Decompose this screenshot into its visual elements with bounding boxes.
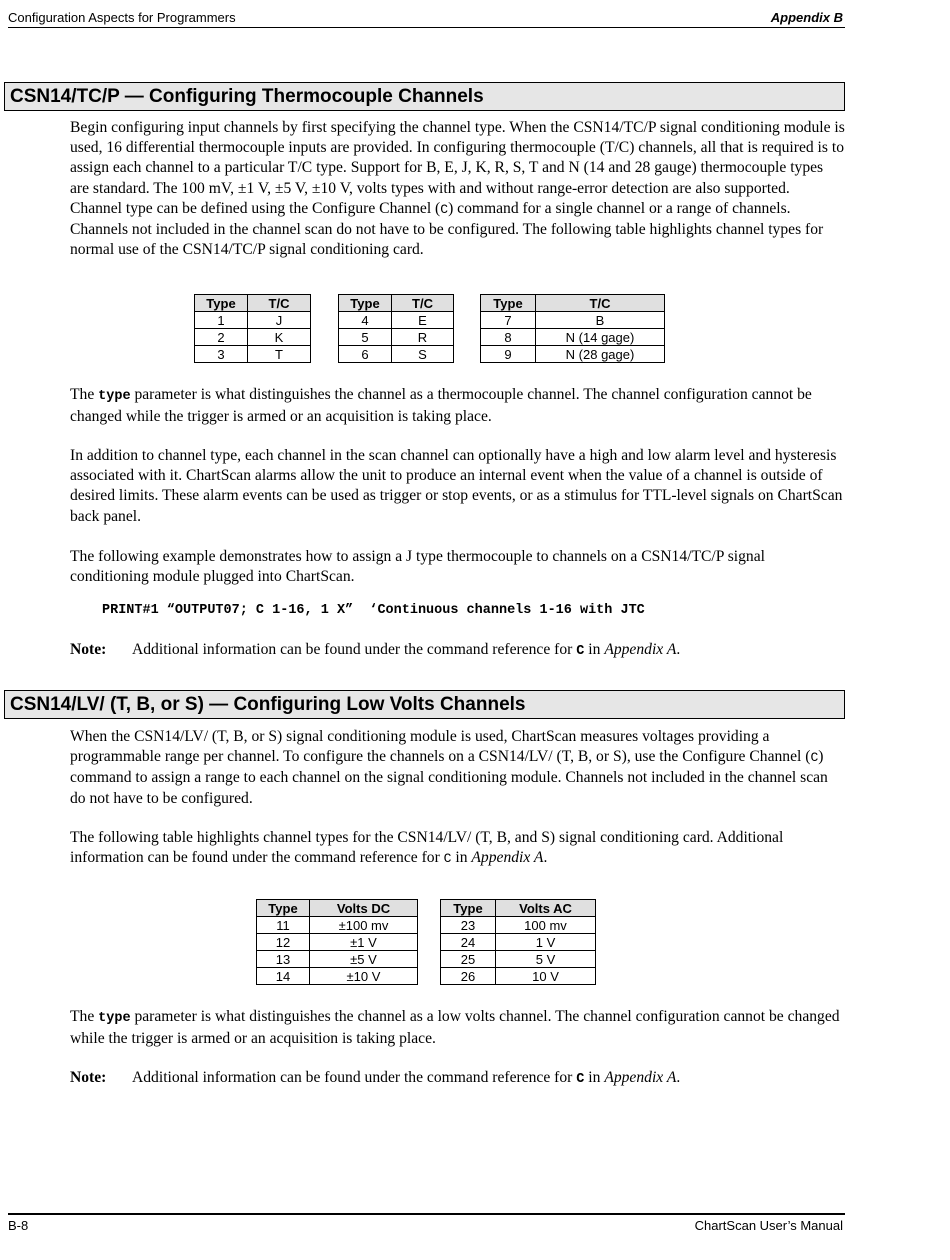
note-low-volts (70, 1068, 845, 1090)
table-header: Volts DC (310, 900, 418, 917)
thermocouple-intro-paragraph (70, 118, 845, 260)
table-cell: 25 (441, 951, 496, 968)
note-label: Note: (70, 641, 107, 658)
text-run: parameter is what distinguishes the channel as a thermocouple channel. The channel configuration cannot be changed while the trigger is armed or an acquisition is taking place. (70, 386, 812, 426)
table-header: Type (441, 900, 496, 917)
text-run: The following table highlights channel types for the CSN14/LV/ (T, B, and S) signal conditioning card. Additional information can be found under the command reference for (70, 829, 784, 867)
table-row (257, 917, 418, 934)
table-cell: 26 (441, 968, 496, 985)
inline-code: C (576, 644, 585, 659)
table-cell: N (14 gage) (536, 329, 665, 346)
table-header: Type (257, 900, 310, 917)
page-footer (8, 1213, 845, 1235)
volts-dc-table (256, 899, 418, 985)
alarm-paragraph: In addition to channel type, each channel in the scan channel can optionally have a high and low alarm level and hysteresis associated with it. ChartScan alarms allow the unit to produce an internal event when the value of a channel is outside of desired limits. These alarm events can be used as trigger or stop events, or as a stimulus for TTL-level signals on ChartScan back panel. (70, 447, 843, 525)
low-volts-intro-paragraph (70, 727, 845, 809)
table-row (441, 934, 596, 951)
appendix-reference: Appendix A (604, 641, 677, 658)
table-cell: 1 V (496, 934, 596, 951)
text-run: . (676, 641, 681, 658)
table-cell: 3 (195, 346, 248, 363)
table-row (481, 346, 665, 363)
page-number: B-8 (8, 1218, 29, 1233)
inline-code: C (440, 201, 449, 217)
section-title-thermocouple: CSN14/TC/P — Configuring Thermocouple Channels (4, 82, 845, 111)
page-header (8, 9, 845, 28)
example-intro-paragraph: The following example demonstrates how to assign a J type thermocouple to channels on a CSN14/TC/P signal conditioning module plugged into ChartScan. (70, 548, 765, 586)
table-cell: S (392, 346, 454, 363)
table-row (481, 329, 665, 346)
table-row (195, 346, 311, 363)
code-example: PRINT#1 “OUTPUT07; C 1-16, 1 X” ‘Continuous channels 1-16 with JTC (102, 603, 645, 618)
table-cell: R (392, 329, 454, 346)
inline-code: C (443, 851, 452, 867)
text-run: The (70, 386, 99, 403)
table-row (339, 329, 454, 346)
text-run: ) command to assign a range to each channel on the signal conditioning module. Channels not included in the channel scan do not have to be configured. (70, 748, 828, 807)
table-cell: 23 (441, 917, 496, 934)
table-cell: 12 (257, 934, 310, 951)
table-header: Type (339, 295, 392, 312)
table-cell: 13 (257, 951, 310, 968)
table-cell: ±100 mv (310, 917, 418, 934)
table-header: T/C (536, 295, 665, 312)
table-cell: 11 (257, 917, 310, 934)
table-cell: 5 (339, 329, 392, 346)
table-cell: 8 (481, 329, 536, 346)
table-cell: 10 V (496, 968, 596, 985)
text-run: Additional information can be found under the command reference for (132, 641, 577, 658)
table-cell: ±10 V (310, 968, 418, 985)
text-run: parameter is what distinguishes the channel as a low volts channel. The channel configuration cannot be changed while the trigger is armed or an acquisition is taking place. (70, 1008, 840, 1048)
header-appendix-label: Appendix B (770, 10, 843, 25)
table-cell: 4 (339, 312, 392, 329)
table-row (441, 968, 596, 985)
table-header: Volts AC (496, 900, 596, 917)
text-run: . (676, 1069, 681, 1086)
table-header: T/C (392, 295, 454, 312)
volts-ac-table (440, 899, 596, 985)
table-cell: K (248, 329, 311, 346)
table-cell: ±1 V (310, 934, 418, 951)
text-run: in (451, 849, 472, 867)
table-row (339, 346, 454, 363)
table-cell: E (392, 312, 454, 329)
table-row (441, 917, 596, 934)
inline-code: C (810, 750, 819, 766)
table-header: Type (195, 295, 248, 312)
text-run: Begin configuring input channels by first specifying the channel type. When the CSN14/TC/P signal conditioning module is used, 16 differential thermocouple inputs are provided. In configuring thermocouple (T/C) channels, all that is required is to assign each channel to a particular T/C type. Support for B, E, J, K, R, S, T and N (14 and 28 gauge) thermocouple types are standard. The 100 mV, ±1 V, ±5 V, ±10 V, volts types with and without range-error detection are also supported. Channel type can be defined using the Configure Channel ( (70, 119, 845, 217)
text-run: When the CSN14/LV/ (T, B, or S) signal conditioning module is used, ChartScan measures voltages providing a programmable range per channel. To configure the channels on a CSN14/LV/ (T, B, or S), use the Configure Channel ( (70, 728, 811, 766)
table-row (339, 312, 454, 329)
header-chapter-title: Configuration Aspects for Programmers (8, 10, 236, 25)
table-cell: 5 V (496, 951, 596, 968)
table-row (257, 934, 418, 951)
table-cell: 24 (441, 934, 496, 951)
table-row (441, 951, 596, 968)
table-cell: T (248, 346, 311, 363)
inline-code: C (576, 1072, 585, 1087)
table-row (257, 968, 418, 985)
tc-type-table-2 (338, 294, 454, 363)
appendix-reference: Appendix A (471, 849, 544, 867)
table-header: T/C (248, 295, 311, 312)
note-label: Note: (70, 1069, 107, 1086)
table-cell: 14 (257, 968, 310, 985)
thermocouple-type-paragraph (70, 385, 845, 427)
tc-type-table-3 (480, 294, 665, 363)
text-run: The (70, 1008, 99, 1025)
table-cell: 100 mv (496, 917, 596, 934)
manual-title: ChartScan User’s Manual (694, 1218, 843, 1233)
table-cell: N (28 gage) (536, 346, 665, 363)
table-header: Type (481, 295, 536, 312)
table-row (195, 329, 311, 346)
table-row (257, 951, 418, 968)
table-cell: 1 (195, 312, 248, 329)
table-cell: ±5 V (310, 951, 418, 968)
low-volts-table-intro-paragraph (70, 828, 845, 869)
text-run: in (584, 1069, 605, 1086)
section-title-low-volts: CSN14/LV/ (T, B, or S) — Configuring Low Volts Channels (4, 690, 845, 719)
table-cell: 2 (195, 329, 248, 346)
text-run: ) command for a single channel or a range of channels. Channels not included in the channel scan do not have to be configured. The following table highlights channel types for normal use of the CSN14/TC/P signal conditioning card. (70, 199, 824, 259)
table-cell: 7 (481, 312, 536, 329)
table-cell: B (536, 312, 665, 329)
inline-code: type (98, 1011, 131, 1026)
table-cell: J (248, 312, 311, 329)
tc-type-table-1 (194, 294, 311, 363)
text-run: in (584, 641, 605, 658)
table-cell: 9 (481, 346, 536, 363)
note-thermocouple (70, 640, 845, 662)
text-run: . (543, 849, 548, 867)
inline-code: type (98, 389, 131, 404)
appendix-reference: Appendix A (604, 1069, 677, 1086)
table-cell: 6 (339, 346, 392, 363)
text-run: Additional information can be found under the command reference for (132, 1069, 577, 1086)
table-row (481, 312, 665, 329)
low-volts-type-paragraph (70, 1007, 845, 1049)
table-row (195, 312, 311, 329)
